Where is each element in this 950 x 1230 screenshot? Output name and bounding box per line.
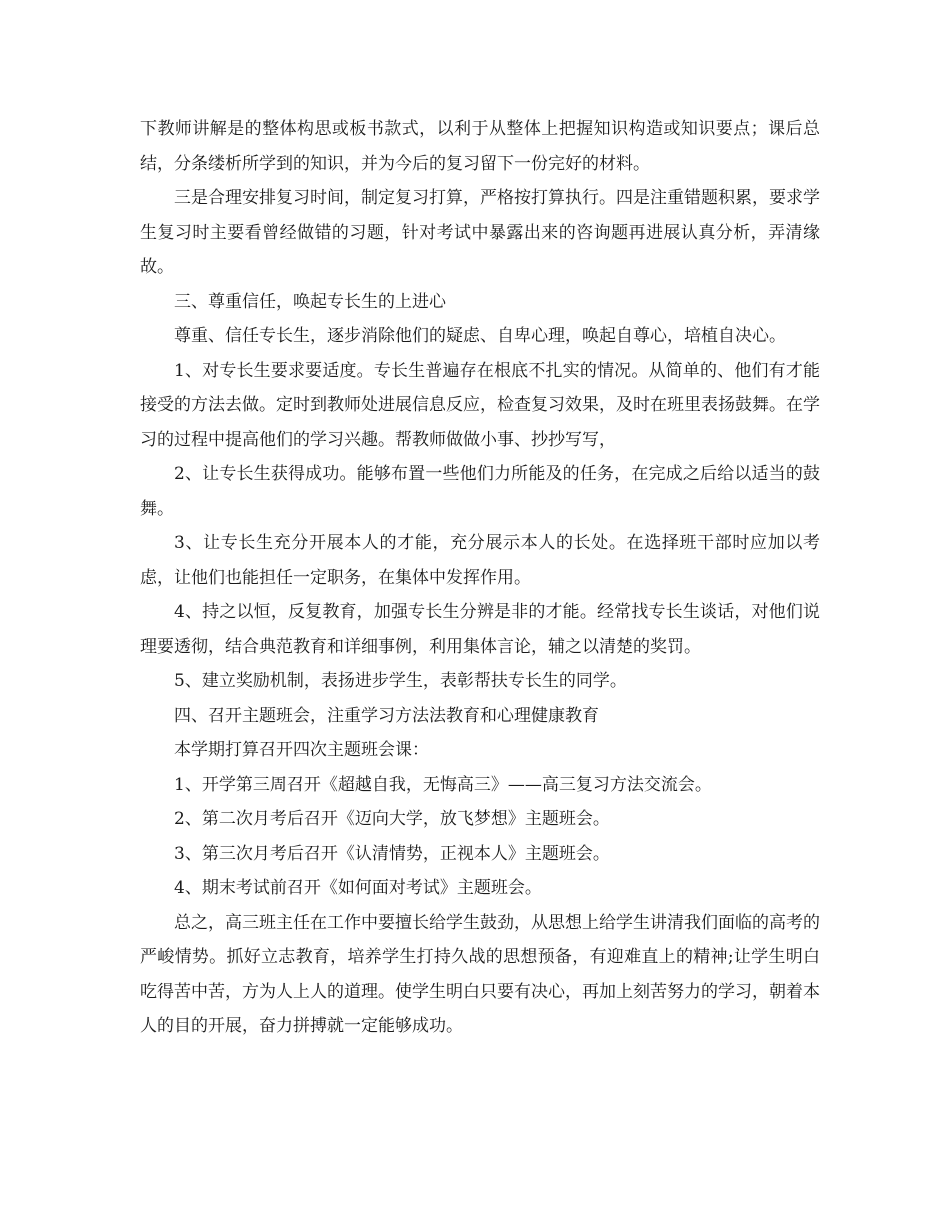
paragraph: 总之，高三班主任在工作中要擅长给学生鼓劲，从思想上给学生讲清我们面临的高考的严峻情势。抓好立志教育，培养学生打持久战的思想预备，有迎难直上的精神;让学生明白吃得苦中苦，方为人上人的道理。使学生明白只要有决心，再加上刻苦努力的学习，朝着本人的目的开展，奋力拼搏就一定能够成功。: [140, 912, 820, 1036]
list-item: 5、建立奖励机制，表扬进步学生，表彰帮扶专长生的同学。: [174, 671, 627, 691]
list-item: 1、开学第三周召开《超越自我，无悔高三》——高三复习方法交流会。: [174, 774, 712, 795]
document-body: [140, 112, 820, 1044]
paragraph: 下教师讲解是的整体构思或板书款式，以利于从整体上把握知识构造或知识要点；课后总结，分条缕析所学到的知识，并为今后的复习留下一份完好的材料。: [140, 119, 820, 174]
list-item: 1、对专长生要求要适度。专长生普遍存在根底不扎实的情况。从简单的、他们有才能接受的方法去做。定时到教师处进展信息反应，检查复习效果，及时在班里表扬鼓舞。在学习的过程中提高他们的学习兴趣。帮教师做做小事、抄抄写写，: [140, 360, 820, 450]
list-item: 3、让专长生充分开展本人的才能，充分展示本人的长处。在选择班干部时应加以考虑，让他们也能担任一定职务，在集体中发挥作用。: [140, 533, 820, 588]
paragraph: 尊重、信任专长生，逐步消除他们的疑虑、自卑心理，唤起自尊心，培植自决心。: [174, 326, 786, 346]
section-heading: 三、尊重信任，唤起专长生的上进心: [174, 291, 446, 312]
paragraph: 三是合理安排复习时间，制定复习打算，严格按打算执行。四是注重错题积累，要求学生复习时主要看曾经做错的习题，针对考试中暴露出来的咨询题再进展认真分析，弄清缘故。: [140, 188, 820, 277]
list-item: 4、持之以恒，反复教育，加强专长生分辨是非的才能。经常找专长生谈话，对他们说理要透彻，结合典范教育和详细事例，利用集体言论，辅之以清楚的奖罚。: [140, 602, 820, 657]
list-item: 4、期末考试前召开《如何面对考试》主题班会。: [174, 878, 542, 898]
list-item: 2、第二次月考后召开《迈向大学，放飞梦想》主题班会。: [174, 809, 610, 829]
paragraph: 本学期打算召开四次主题班会课：: [174, 740, 429, 760]
list-item: 3、第三次月考后召开《认清情势，正视本人》主题班会。: [174, 843, 610, 864]
section-heading: 四、召开主题班会，注重学习方法法教育和心理健康教育: [174, 705, 599, 726]
list-item: 2、让专长生获得成功。能够布置一些他们力所能及的任务，在完成之后给以适当的鼓舞。: [140, 464, 820, 519]
